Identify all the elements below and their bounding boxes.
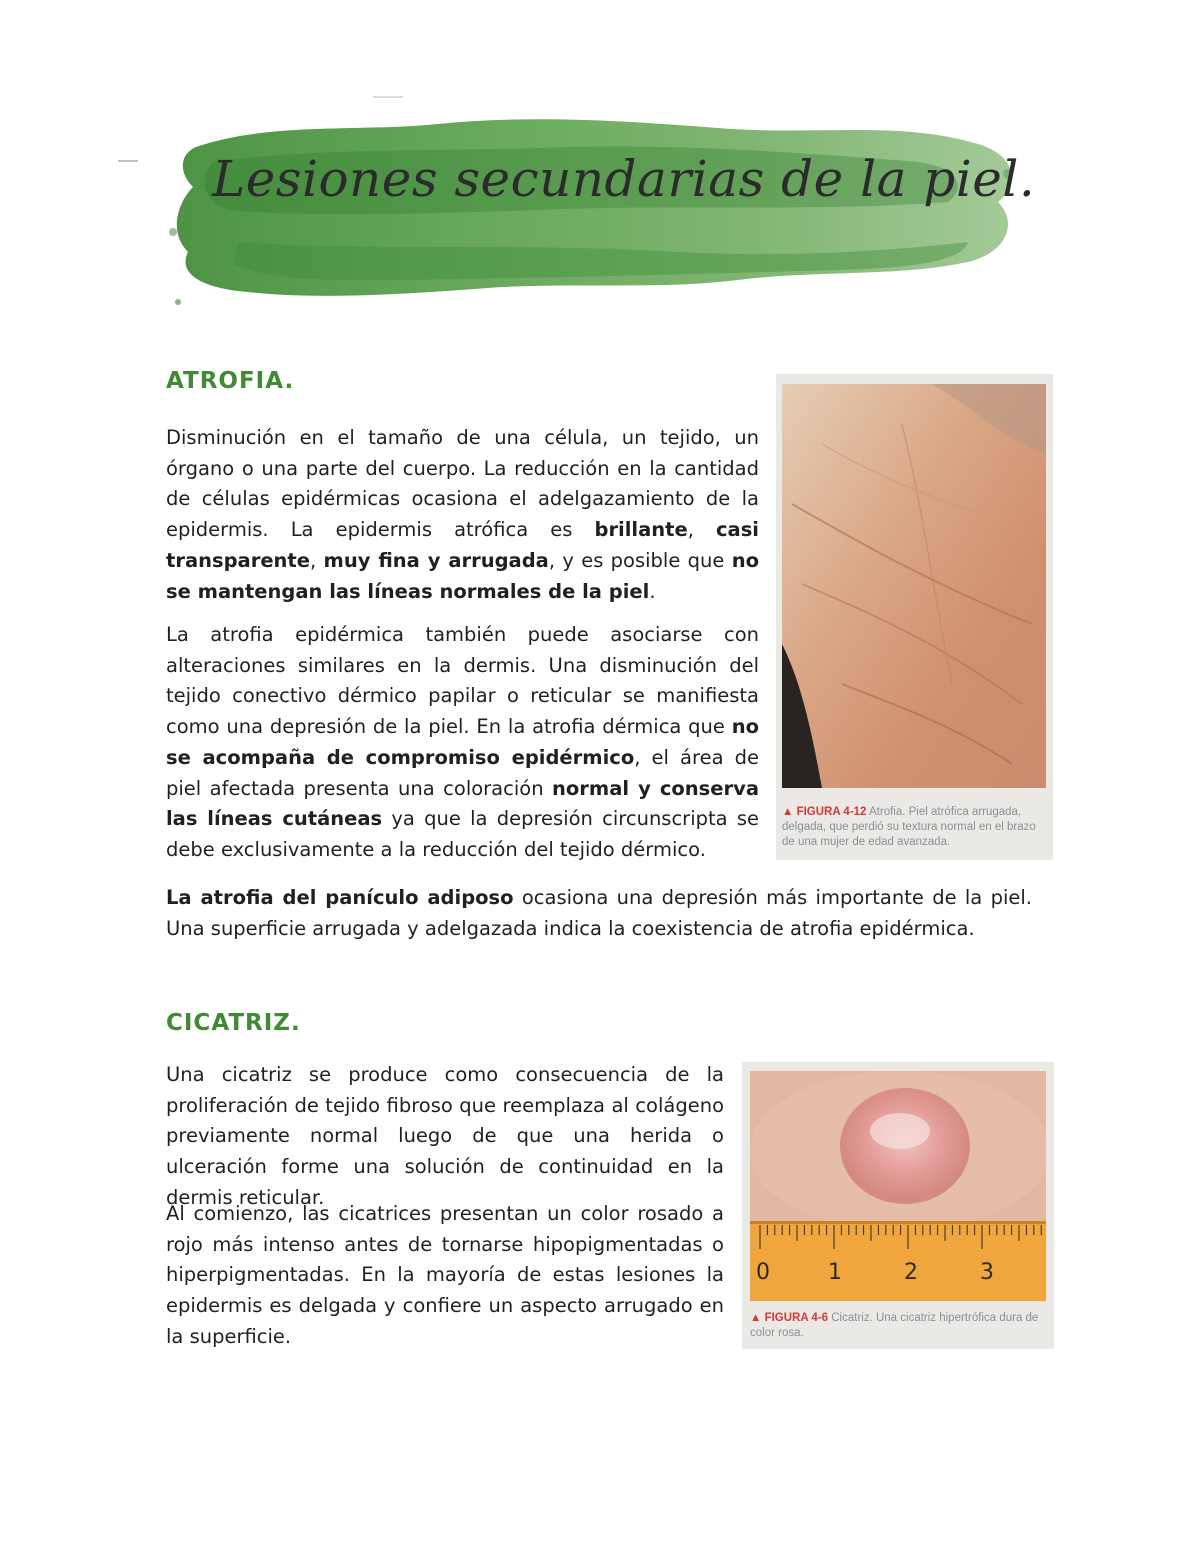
figure-atrofia <box>776 374 1053 860</box>
text-run: , y es posible que <box>548 548 732 572</box>
scar-photo <box>750 1071 1046 1301</box>
paragraph <box>166 423 759 607</box>
ruler <box>750 1221 1046 1301</box>
ruler-label: 2 <box>904 1260 918 1285</box>
ruler-label: 0 <box>756 1260 770 1285</box>
paragraph <box>166 883 1032 944</box>
ruler-label: 1 <box>828 1260 842 1285</box>
text-run: La atrofia epidérmica también puede asociarse con alteraciones similares en la dermis. Una disminución del tejido conectivo dérmico papilar o reticular se manifiesta como una depresión de la piel. En la atrofia dérmica que <box>166 623 759 739</box>
figure-caption <box>782 805 1048 850</box>
bold-text: no se acompaña de compromiso epidérmico <box>166 715 759 769</box>
atrophic-skin-photo <box>782 384 1046 788</box>
section-heading-cicatriz: CICATRIZ. <box>166 1010 301 1036</box>
bold-text: brillante <box>594 518 688 542</box>
paragraph <box>166 1199 724 1353</box>
text-run: Una cicatriz se produce como consecuencia de la proliferación de tejido fibroso que reemplaza al colágeno previamente normal luego de que una herida o ulceración forme una solución de continuidad en la dermis reticular. <box>166 1063 724 1209</box>
caption-text: Atrofia. Piel atrófica arrugada, delgada, que perdió su textura normal en el brazo de una mujer de edad avanzada. <box>782 806 1036 848</box>
text-run: ocasiona una depresión más importante de la piel. Una superficie arrugada y adelgazada indica la coexistencia de atrofia epidérmica. <box>166 886 1032 940</box>
paragraph <box>166 1060 724 1214</box>
bold-text: no se mantengan las líneas normales de la piel <box>166 548 759 603</box>
text-run: Disminución en el tamaño de una célula, un tejido, un órgano o una parte del cuerpo. La reducción en la cantidad de células epidérmicas ocasiona el adelgazamiento de la epidermis. La epidermis atrófica es <box>166 426 759 542</box>
figure-number: ▲ FIGURA 4-12 <box>782 806 867 818</box>
figure-number: ▲ FIGURA 4-6 <box>750 1312 829 1324</box>
figure-caption <box>750 1311 1050 1341</box>
bold-text: La atrofia del panículo adiposo <box>166 886 514 909</box>
bold-text: casi transparente <box>166 518 759 572</box>
bold-text: normal y conserva las líneas cutáneas <box>166 776 759 831</box>
caption-text: Cicatriz. Una cicatriz hipertrófica dura de color rosa. <box>750 1312 1039 1339</box>
ruler-label: 3 <box>980 1260 994 1285</box>
paragraph <box>166 620 759 866</box>
page-title: Lesiones secundarias de la piel. <box>212 150 1036 208</box>
section-heading-atrofia: ATROFIA. <box>166 368 295 394</box>
figure-cicatriz <box>742 1062 1054 1349</box>
text-run: . <box>649 579 656 603</box>
text-run: , <box>309 548 324 572</box>
text-run: , <box>687 518 716 542</box>
text-run: , el área de piel afectada presenta una coloración <box>166 745 759 800</box>
bold-text: muy fina y arrugada <box>323 548 549 572</box>
text-run: ya que la depresión circunscripta se debe exclusivamente a la reducción del tejido dérmico. <box>166 807 759 861</box>
text-run: Al comienzo, las cicatrices presentan un color rosado a rojo más intenso antes de tornarse hipopigmentadas o hiperpigmentadas. En la mayoría de estas lesiones la epidermis es delgada y confiere un aspecto arrugado en la superficie. <box>166 1202 724 1348</box>
